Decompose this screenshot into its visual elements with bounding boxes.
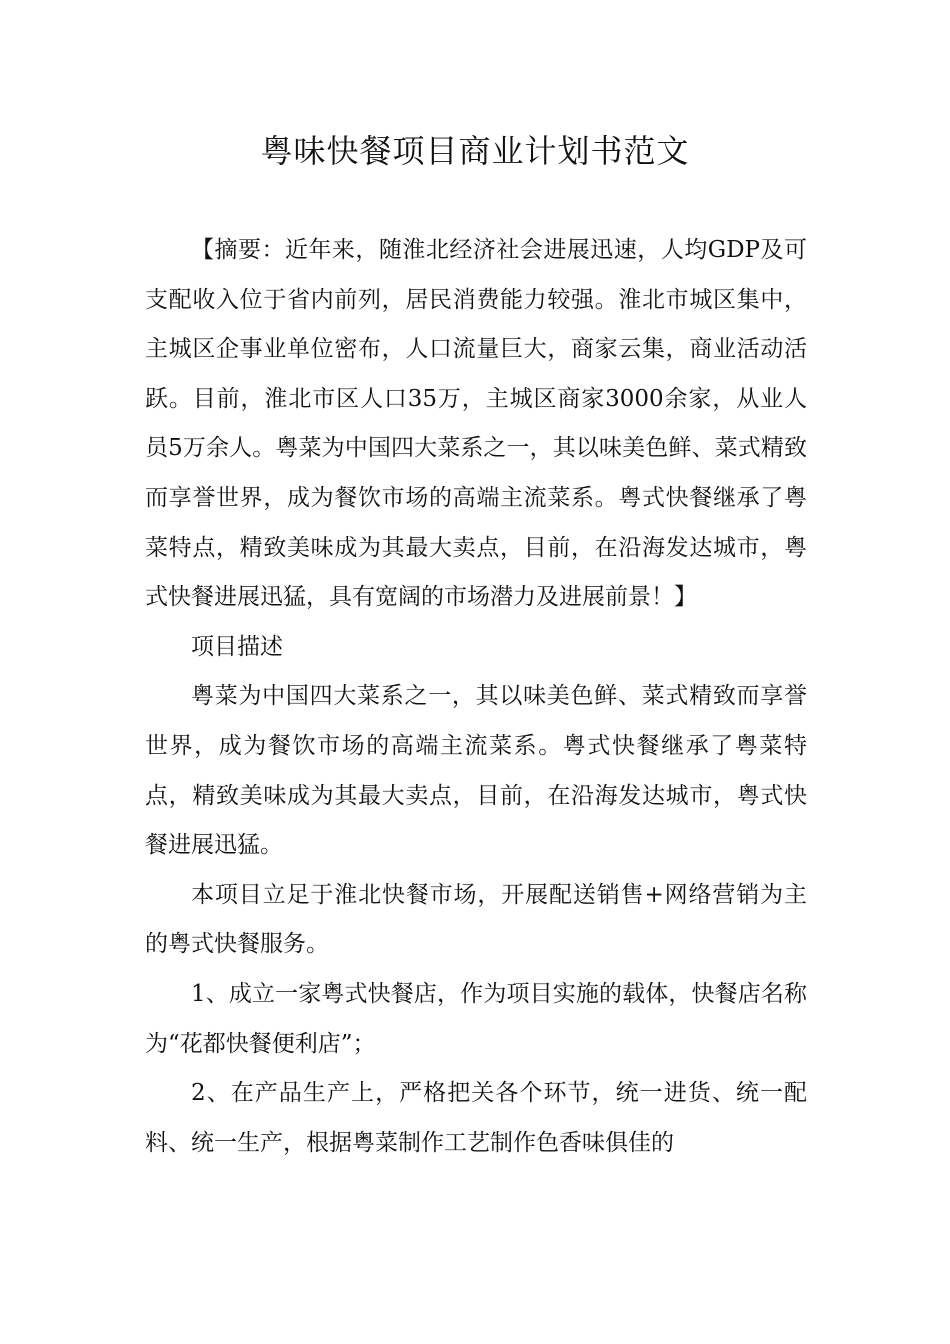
body-paragraph: 本项目立足于淮北快餐市场，开展配送销售+网络营销为主的粤式快餐服务。 [145,881,807,958]
section-heading-project-description: 项目描述 [191,633,283,660]
body-paragraph: 粤菜为中国四大菜系之一，其以味美色鲜、菜式精致而享誉世界，成为餐饮市场的高端主流菜系。粤式快餐继承了粤菜特点，精致美味成为其最大卖点，目前，在沿海发达城市，粤式快餐进展迅猛。 [145,683,807,859]
list-item-2: 2、在产品生产上，严格把关各个环节，统一进货、统一配料、统一生产，根据粤菜制作工艺制作色香味俱佳的 [145,1080,807,1156]
abstract-paragraph: 【摘要：近年来，随淮北经济社会进展迅速，人均GDP及可支配收入位于省内前列，居民消费能力较强。淮北市城区集中，主城区企事业单位密布，人口流量巨大，商家云集，商业活动活跃。目前，淮北市区人口35万，主城区商家3000余家，从业人员5万余人。粤菜为中国四大菜系之一，其以味美色鲜、菜式精致而享誉世界，成为餐饮市场的高端主流菜系。粤式快餐继承了粤菜特点，精致美味成为其最大卖点，目前，在沿海发达城市，粤式快餐进展迅猛，具有宽阔的市场潜力及进展前景！】 [145,237,807,611]
document-title: 粤味快餐项目商业计划书范文 [260,132,690,170]
list-item-1: 1、成立一家粤式快餐店，作为项目实施的载体，快餐店名称为“花都快餐便利店”； [145,980,807,1057]
document-body [145,226,807,1168]
